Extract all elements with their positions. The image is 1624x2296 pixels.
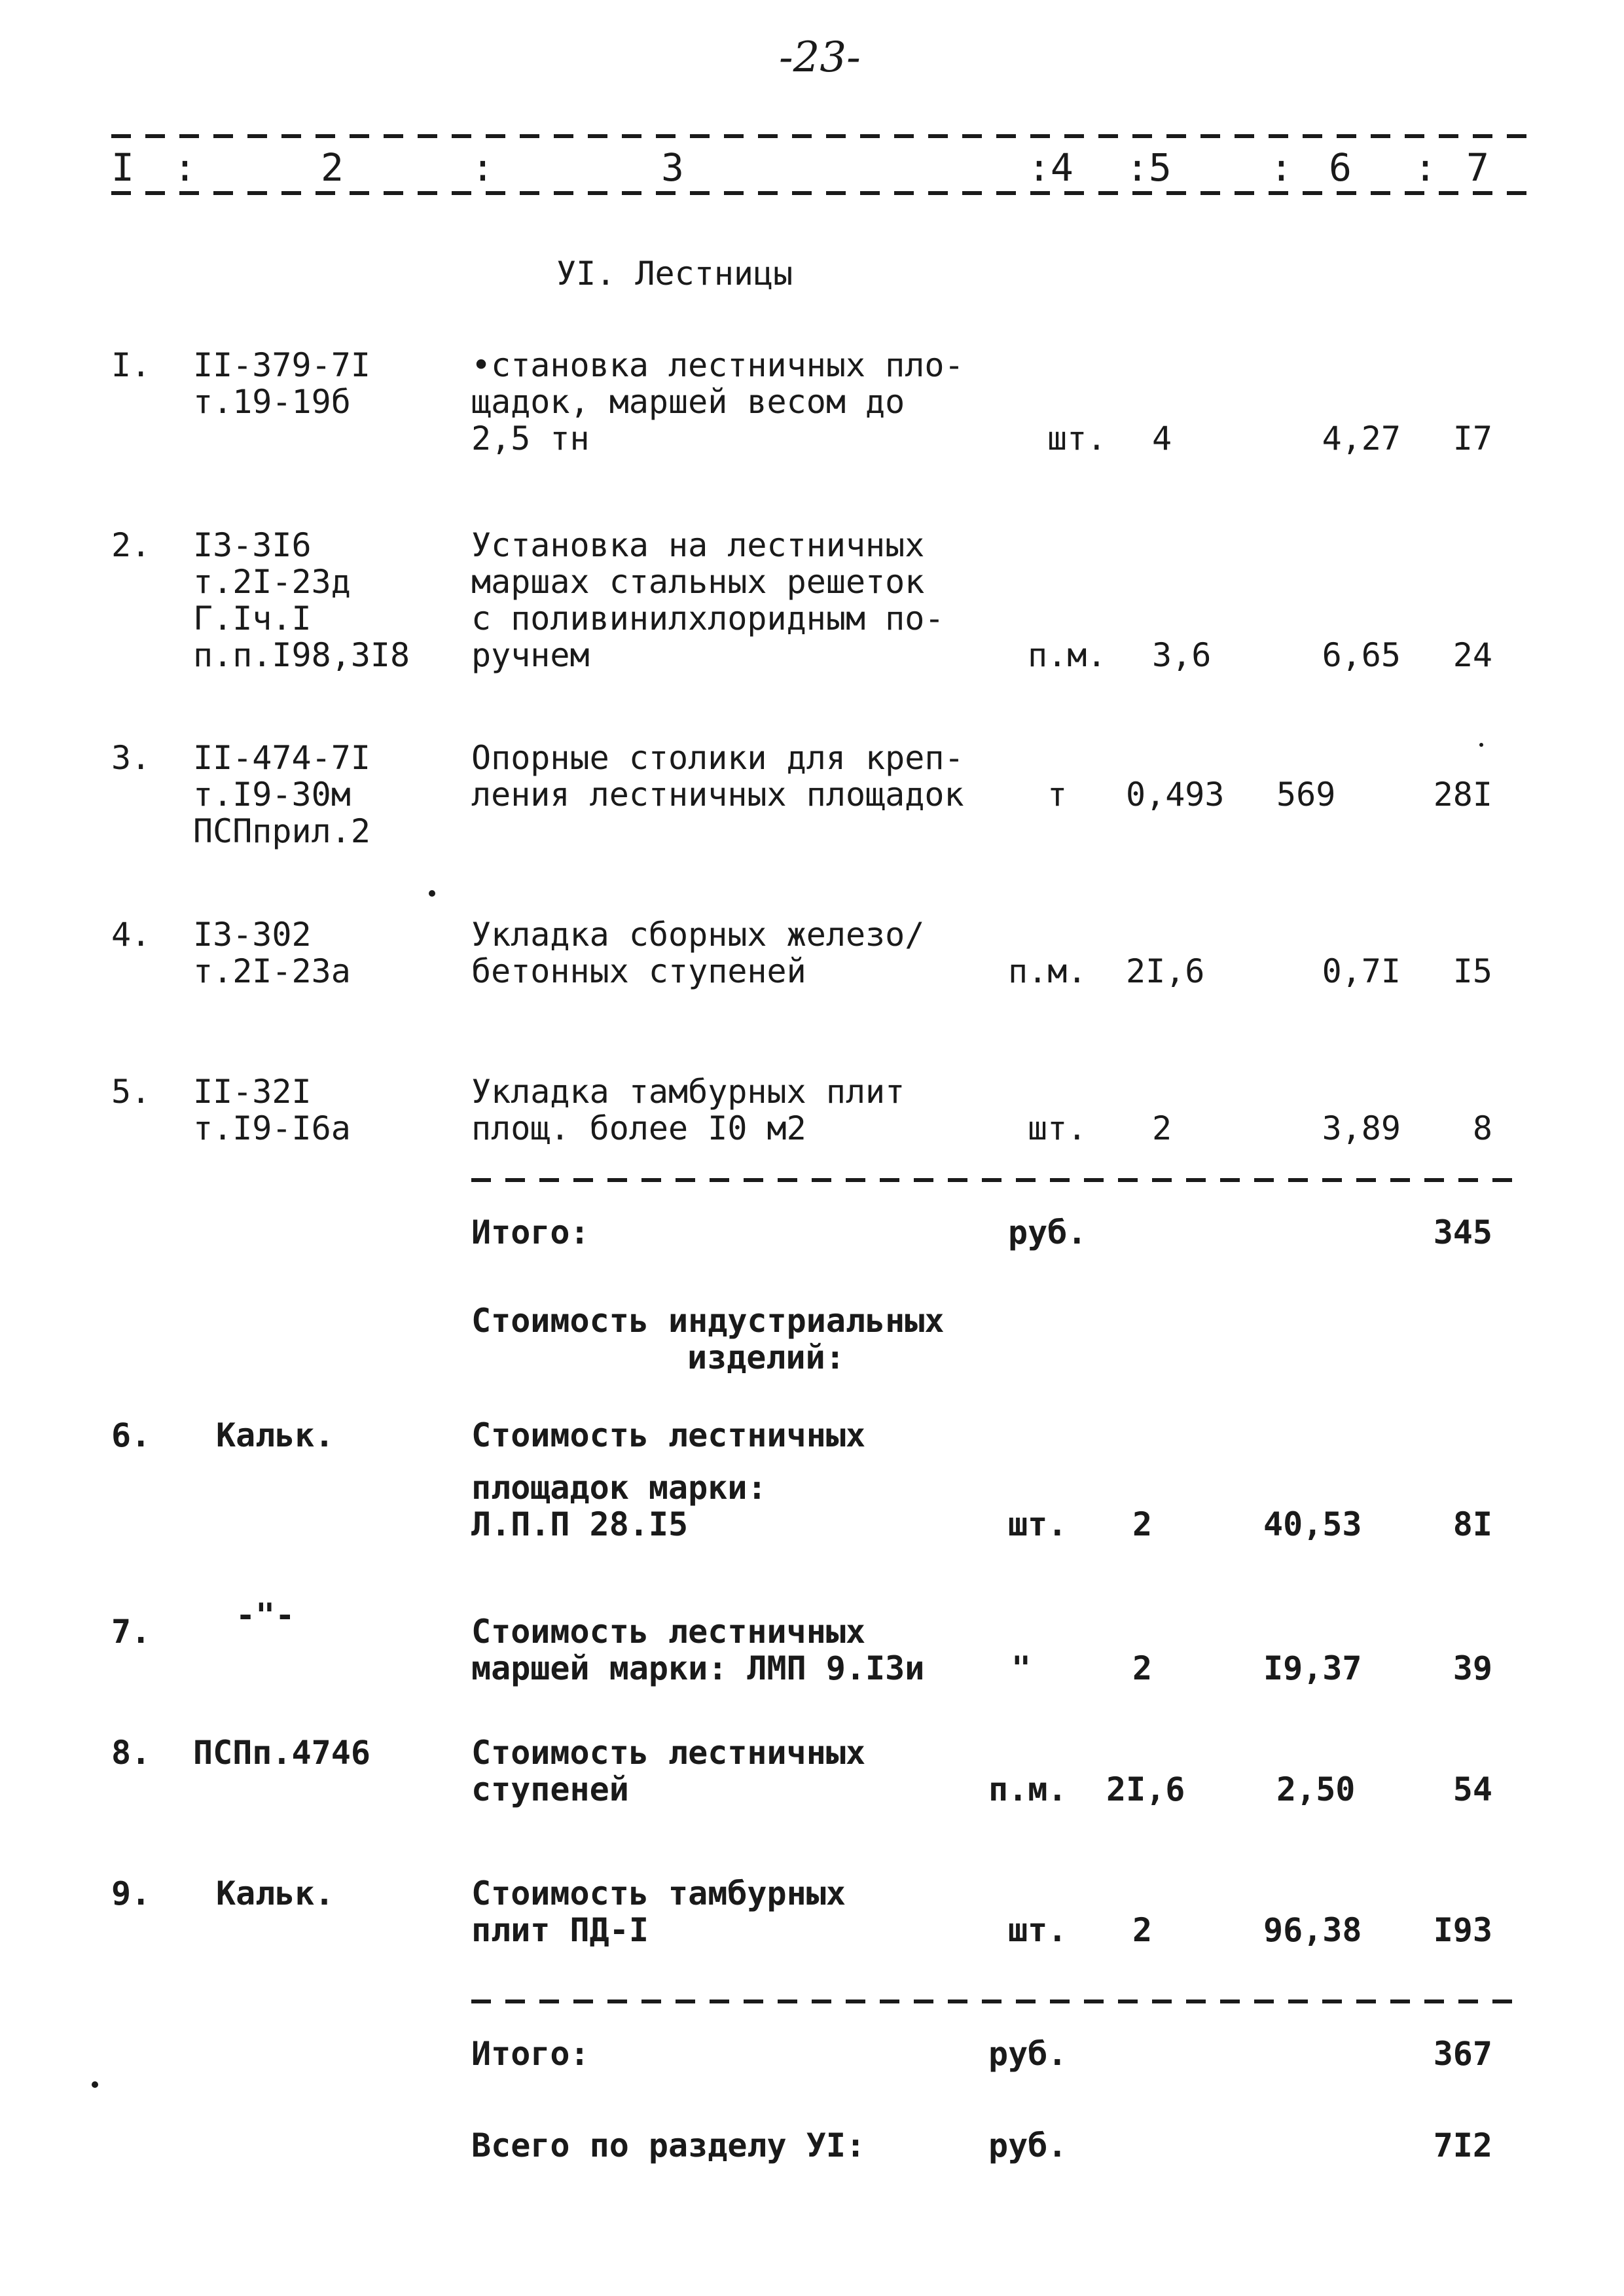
row-code: т.2I-23д bbox=[193, 563, 351, 601]
header-bottom-dashed-line bbox=[111, 191, 1532, 195]
row-code: I3-302 bbox=[193, 916, 312, 954]
row-description: Укладка сборных железо/ bbox=[471, 916, 925, 954]
row-description: ручнем bbox=[471, 636, 590, 674]
row-total: 8I bbox=[1453, 1505, 1492, 1543]
row-quantity: 0,493 bbox=[1126, 776, 1225, 814]
row-quantity: 3,6 bbox=[1152, 636, 1212, 674]
row-code: ПСПп.4746 bbox=[193, 1734, 370, 1772]
subtotal-dashed-line bbox=[471, 2000, 1519, 2003]
row-code: I3-3I6 bbox=[193, 526, 312, 564]
row-unit: шт. bbox=[1008, 1505, 1068, 1543]
row-code: п.п.I98,3I8 bbox=[193, 636, 410, 674]
row-number: 7. bbox=[111, 1613, 151, 1651]
row-description: Укладка тамбурных плит bbox=[471, 1073, 905, 1111]
col-6-label: 6 bbox=[1329, 145, 1352, 190]
row-code: т.19-19б bbox=[193, 383, 351, 421]
row-total: 28I bbox=[1433, 776, 1492, 814]
row-total: 39 bbox=[1453, 1649, 1492, 1687]
row-description: маршах стальных решеток bbox=[471, 563, 925, 601]
row-code: т.I9-I6а bbox=[193, 1109, 351, 1147]
row-unit: т bbox=[1047, 776, 1068, 814]
row-number: 6. bbox=[111, 1416, 151, 1454]
row-unit: шт. bbox=[1008, 1911, 1068, 1949]
row-code: II-474-7I bbox=[193, 739, 370, 777]
row-description: •становка лестничных пло- bbox=[471, 346, 964, 384]
row-unit-price: I9,37 bbox=[1263, 1649, 1362, 1687]
row-number: 2. bbox=[111, 526, 151, 564]
row-quantity: 2 bbox=[1132, 1911, 1153, 1949]
row-unit: " bbox=[1011, 1649, 1032, 1687]
row-unit-price: 2,50 bbox=[1276, 1770, 1356, 1808]
row-unit-price: 4,27 bbox=[1322, 420, 1401, 457]
row-unit-price: 0,7I bbox=[1322, 952, 1401, 990]
row-code: Кальк. bbox=[216, 1416, 334, 1454]
row-description: Стоимость лестничных bbox=[471, 1734, 866, 1772]
industrial-heading: изделий: bbox=[687, 1338, 845, 1376]
row-unit: шт. bbox=[1028, 1109, 1087, 1147]
col-4-label: :4 bbox=[1028, 145, 1074, 190]
row-description: Опорные столики для креп- bbox=[471, 739, 964, 777]
row-code: II-379-7I bbox=[193, 346, 370, 384]
subtotal-total: 345 bbox=[1433, 1213, 1492, 1251]
col-1-label: I bbox=[111, 145, 134, 190]
scan-speck bbox=[429, 890, 435, 897]
row-total: 8 bbox=[1472, 1109, 1492, 1147]
subtotal-unit: руб. bbox=[1008, 1213, 1087, 1251]
row-description: 2,5 тн bbox=[471, 420, 590, 457]
row-description: маршей марки: ЛМП 9.I3и bbox=[471, 1649, 925, 1687]
subtotal-dashed-line bbox=[471, 1178, 1519, 1182]
col-5-label: :5 bbox=[1126, 145, 1172, 190]
row-description: площ. более I0 м2 bbox=[471, 1109, 806, 1147]
row-code: II-32I bbox=[193, 1073, 312, 1111]
row-description: Л.П.П 28.I5 bbox=[471, 1505, 689, 1543]
row-description: Стоимость лестничных bbox=[471, 1416, 866, 1454]
grand-total-unit: руб. bbox=[988, 2126, 1068, 2164]
industrial-heading: Стоимость индустриальных bbox=[471, 1302, 945, 1340]
col-7-label: 7 bbox=[1466, 145, 1489, 190]
subtotal-label: Итого: bbox=[471, 1213, 590, 1251]
row-total: I7 bbox=[1453, 420, 1492, 457]
row-code: т.2I-23а bbox=[193, 952, 351, 990]
row-code: Кальк. bbox=[216, 1874, 334, 1912]
col-separator: : bbox=[471, 145, 494, 190]
col-separator: : bbox=[1414, 145, 1437, 190]
row-unit-price: 569 bbox=[1276, 776, 1336, 814]
page-number: -23- bbox=[779, 33, 861, 82]
scan-speck bbox=[1479, 743, 1483, 747]
row-unit: шт. bbox=[1047, 420, 1107, 457]
row-description: щадок, маршей весом до bbox=[471, 383, 905, 421]
row-unit-price: 3,89 bbox=[1322, 1109, 1401, 1147]
row-number: 9. bbox=[111, 1874, 151, 1912]
row-number: I. bbox=[111, 346, 151, 384]
row-description: плит ПД-I bbox=[471, 1911, 649, 1949]
row-number: 5. bbox=[111, 1073, 151, 1111]
section-title: УI. Лестницы bbox=[556, 255, 793, 293]
row-unit-price: 96,38 bbox=[1263, 1911, 1362, 1949]
row-unit-price: 6,65 bbox=[1322, 636, 1401, 674]
row-total: I5 bbox=[1453, 952, 1492, 990]
row-description: бетонных ступеней bbox=[471, 952, 806, 990]
row-total: 54 bbox=[1453, 1770, 1492, 1808]
row-quantity: 2I,6 bbox=[1126, 952, 1205, 990]
col-3-label: 3 bbox=[661, 145, 684, 190]
grand-total-value: 7I2 bbox=[1433, 2126, 1492, 2164]
col-2-label: 2 bbox=[321, 145, 344, 190]
row-unit: п.м. bbox=[988, 1770, 1068, 1808]
row-description: Стоимость лестничных bbox=[471, 1613, 866, 1651]
subtotal-unit: руб. bbox=[988, 2035, 1068, 2073]
row-description: ления лестничных площадок bbox=[471, 776, 964, 814]
row-unit-price: 40,53 bbox=[1263, 1505, 1362, 1543]
row-number: 4. bbox=[111, 916, 151, 954]
row-quantity: 2 bbox=[1132, 1649, 1153, 1687]
row-description: Установка на лестничных bbox=[471, 526, 925, 564]
row-code: Г.Iч.I bbox=[193, 600, 312, 637]
row-quantity: 2I,6 bbox=[1106, 1770, 1185, 1808]
row-code: -"- bbox=[236, 1596, 295, 1634]
row-number: 3. bbox=[111, 739, 151, 777]
col-separator: : bbox=[1270, 145, 1293, 190]
col-separator: : bbox=[173, 145, 196, 190]
row-description: с поливинилхлоридным по- bbox=[471, 600, 945, 637]
row-description: Стоимость тамбурных bbox=[471, 1874, 846, 1912]
row-unit: п.м. bbox=[1028, 636, 1107, 674]
grand-total-label: Всего по разделу УI: bbox=[471, 2126, 866, 2164]
row-quantity: 4 bbox=[1152, 420, 1172, 457]
row-code: ПСПприл.2 bbox=[193, 812, 370, 850]
row-quantity: 2 bbox=[1152, 1109, 1172, 1147]
row-total: 24 bbox=[1453, 636, 1492, 674]
subtotal-total: 367 bbox=[1433, 2035, 1492, 2073]
scan-speck bbox=[92, 2081, 98, 2088]
row-quantity: 2 bbox=[1132, 1505, 1153, 1543]
row-code: т.I9-30м bbox=[193, 776, 351, 814]
row-description: площадок марки: bbox=[471, 1469, 767, 1507]
row-description: ступеней bbox=[471, 1770, 629, 1808]
row-total: I93 bbox=[1433, 1911, 1492, 1949]
subtotal-label: Итого: bbox=[471, 2035, 590, 2073]
row-number: 8. bbox=[111, 1734, 151, 1772]
header-top-dashed-line bbox=[111, 134, 1532, 138]
row-unit: п.м. bbox=[1008, 952, 1087, 990]
